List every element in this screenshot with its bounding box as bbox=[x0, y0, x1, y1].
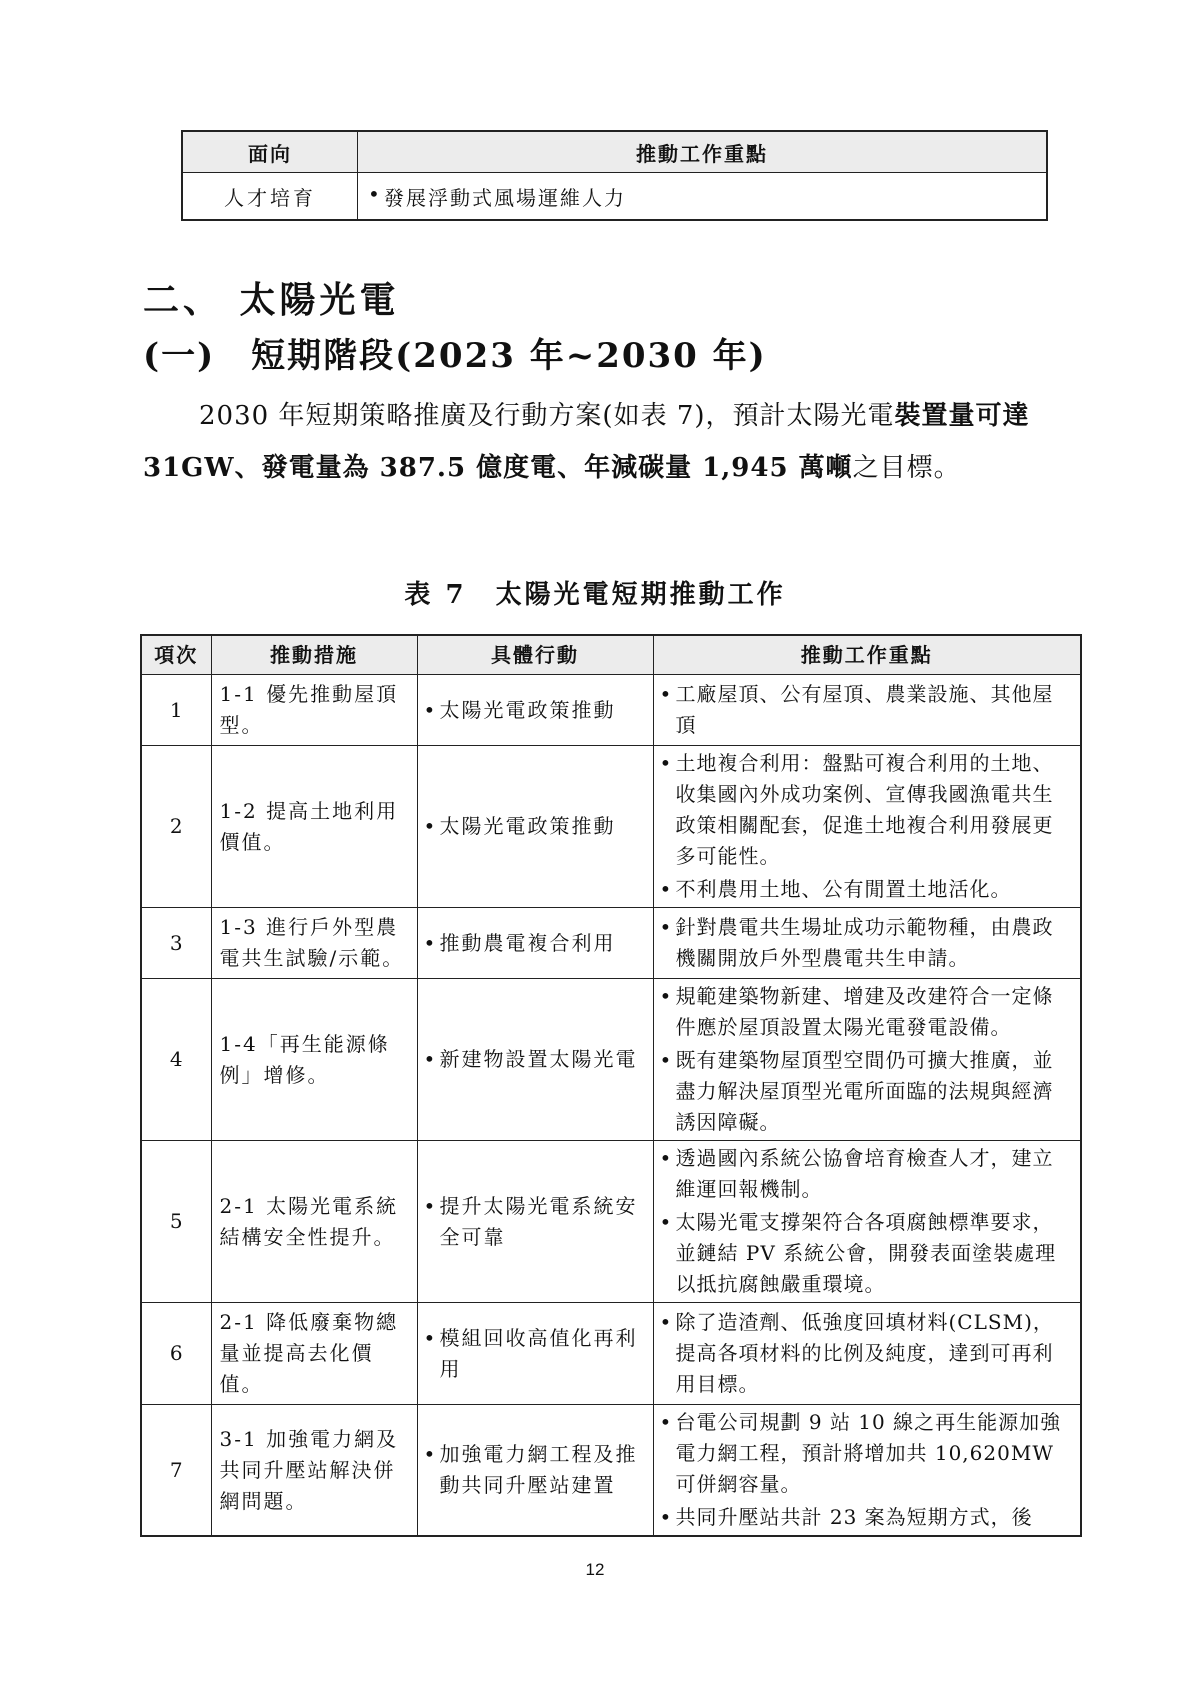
bullet-icon: • bbox=[659, 751, 673, 775]
cell-measure: 3-1 加強電力網及共同升壓站解決併網問題。 bbox=[211, 1405, 417, 1537]
cell-focus bbox=[653, 1405, 1081, 1537]
table-header-row bbox=[141, 635, 1081, 675]
bullet-icon: • bbox=[368, 181, 380, 206]
focus-item: 共同升壓站共計 23 案為短期方式，後 bbox=[675, 1505, 1033, 1529]
cell-focus bbox=[653, 908, 1081, 979]
bullet-icon: • bbox=[423, 1193, 438, 1218]
bullet-icon: • bbox=[423, 697, 438, 722]
focus-item: 工廠屋頂、公有屋頂、農業設施、其他屋頂 bbox=[675, 682, 1054, 737]
bullet-icon: • bbox=[423, 814, 438, 838]
bullet-icon: • bbox=[423, 1442, 438, 1466]
solar-short-term-table bbox=[140, 634, 1082, 1537]
cell-measure: 1-1 優先推動屋頂型。 bbox=[211, 675, 417, 746]
cell-focus bbox=[653, 746, 1081, 908]
section-heading: 二、 太陽光電 bbox=[143, 279, 400, 321]
col-header-no: 項次 bbox=[141, 635, 211, 675]
focus-item: 針對農電共生場址成功示範物種，由農政機關開放戶外型農電共生申請。 bbox=[675, 915, 1054, 970]
table-row bbox=[141, 675, 1081, 746]
cell-action bbox=[417, 746, 653, 908]
cell-aspect: 人才培育 bbox=[182, 173, 358, 221]
cell-measure: 2-1 太陽光電系統結構安全性提升。 bbox=[211, 1141, 417, 1303]
bullet-icon: • bbox=[659, 984, 673, 1008]
cell-item-no: 3 bbox=[141, 908, 211, 979]
focus-item: 不利農用土地、公有閒置土地活化。 bbox=[675, 877, 1012, 901]
col-header-measure: 推動措施 bbox=[211, 635, 417, 675]
cell-item-no: 1 bbox=[141, 675, 211, 746]
subsection-heading: (一) 短期階段(2023 年~2030 年) bbox=[143, 336, 767, 376]
cell-action bbox=[417, 979, 653, 1141]
cell-measure: 1-3 進行戶外型農電共生試驗/示範。 bbox=[211, 908, 417, 979]
focus-item: 既有建築物屋頂型空間仍可擴大推廣，並盡力解決屋頂型光電所面臨的法規與經濟誘因障礙。 bbox=[675, 1048, 1054, 1134]
action-text: 模組回收高值化再利用 bbox=[439, 1325, 638, 1381]
cell-focus bbox=[653, 1141, 1081, 1303]
cell-action bbox=[417, 675, 653, 746]
bullet-icon: • bbox=[659, 1410, 673, 1434]
cell-item-no: 4 bbox=[141, 979, 211, 1141]
col-header-action: 具體行動 bbox=[417, 635, 653, 675]
table-row bbox=[141, 908, 1081, 979]
cell-focus bbox=[653, 979, 1081, 1141]
key-figures: 裝置量可達 31GW、發電量為 387.5 億度電、年減碳量 1,945 萬噸 bbox=[143, 401, 1030, 483]
focus-item: 太陽光電支撐架符合各項腐蝕標準要求，並鏈結 PV 系統公會，開發表面塗裝處理以抵抗腐蝕嚴重環境。 bbox=[675, 1210, 1057, 1296]
cell-action bbox=[417, 908, 653, 979]
cell-focus bbox=[653, 1303, 1081, 1405]
bullet-icon: • bbox=[659, 877, 673, 901]
bullet-icon: • bbox=[423, 1325, 438, 1350]
table-header-row bbox=[182, 131, 1047, 173]
cell-item-no: 5 bbox=[141, 1141, 211, 1303]
col-header-focus: 推動工作重點 bbox=[653, 635, 1081, 675]
table-row bbox=[182, 173, 1047, 221]
action-text: 新建物設置太陽光電 bbox=[439, 1047, 638, 1071]
bullet-icon: • bbox=[659, 1505, 673, 1529]
table-caption: 表 7 太陽光電短期推動工作 bbox=[404, 580, 786, 610]
action-text: 推動農電複合利用 bbox=[439, 930, 616, 955]
cell-action bbox=[417, 1141, 653, 1303]
bullet-icon: • bbox=[659, 915, 673, 939]
continuation-table bbox=[181, 130, 1048, 221]
bullet-icon: • bbox=[659, 682, 673, 706]
cell-focus: • 發展浮動式風場運維人力 bbox=[358, 173, 1048, 221]
focus-item: 規範建築物新建、增建及改建符合一定條件應於屋頂設置太陽光電發電設備。 bbox=[675, 984, 1054, 1039]
cell-action bbox=[417, 1303, 653, 1405]
cell-item-no: 7 bbox=[141, 1405, 211, 1537]
action-text: 提升太陽光電系統安全可靠 bbox=[439, 1193, 638, 1249]
col-header-focus: 推動工作重點 bbox=[358, 131, 1048, 173]
action-text: 加強電力網工程及推動共同升壓站建置 bbox=[439, 1442, 638, 1497]
table-row bbox=[141, 1141, 1081, 1303]
bullet-icon: • bbox=[659, 1210, 673, 1234]
bullet-icon: • bbox=[423, 930, 438, 955]
cell-item-no: 6 bbox=[141, 1303, 211, 1405]
col-header-aspect: 面向 bbox=[182, 131, 358, 173]
focus-item: 土地複合利用：盤點可複合利用的土地、收集國內外成功案例、宣傳我國漁電共生政策相關配套，促進土地複合利用發展更多可能性。 bbox=[675, 751, 1054, 868]
intro-paragraph: 2030 年短期策略推廣及行動方案(如表 7)，預計太陽光電裝置量可達 31GW、發電量為 387.5 億度電、年減碳量 1,945 萬噸之目標。 bbox=[143, 401, 1030, 483]
action-text: 太陽光電政策推動 bbox=[439, 697, 616, 722]
cell-measure: 1-4「再生能源條例」增修。 bbox=[211, 979, 417, 1141]
cell-item-no: 2 bbox=[141, 746, 211, 908]
bullet-icon: • bbox=[659, 1146, 673, 1170]
table-row bbox=[141, 979, 1081, 1141]
cell-measure: 1-2 提高土地利用價值。 bbox=[211, 746, 417, 908]
bullet-icon: • bbox=[659, 1048, 673, 1072]
table-row bbox=[141, 746, 1081, 908]
table-row bbox=[141, 1303, 1081, 1405]
focus-item: 台電公司規劃 9 站 10 線之再生能源加強電力網工程，預計將增加共 10,620MW 可併網容量。 bbox=[675, 1410, 1062, 1496]
bullet-icon: • bbox=[659, 1310, 673, 1334]
cell-measure: 2-1 降低廢棄物總量並提高去化價值。 bbox=[211, 1303, 417, 1405]
action-text: 太陽光電政策推動 bbox=[439, 814, 616, 838]
page-number: 12 bbox=[585, 1560, 605, 1579]
table-row bbox=[141, 1405, 1081, 1537]
cell-focus bbox=[653, 675, 1081, 746]
focus-item: 透過國內系統公協會培育檢查人才，建立維運回報機制。 bbox=[675, 1146, 1054, 1201]
focus-item: 除了造渣劑、低強度回填材料(CLSM)，提高各項材料的比例及純度，達到可再利用目標。 bbox=[675, 1310, 1054, 1396]
bullet-icon: • bbox=[423, 1047, 438, 1071]
cell-action bbox=[417, 1405, 653, 1537]
